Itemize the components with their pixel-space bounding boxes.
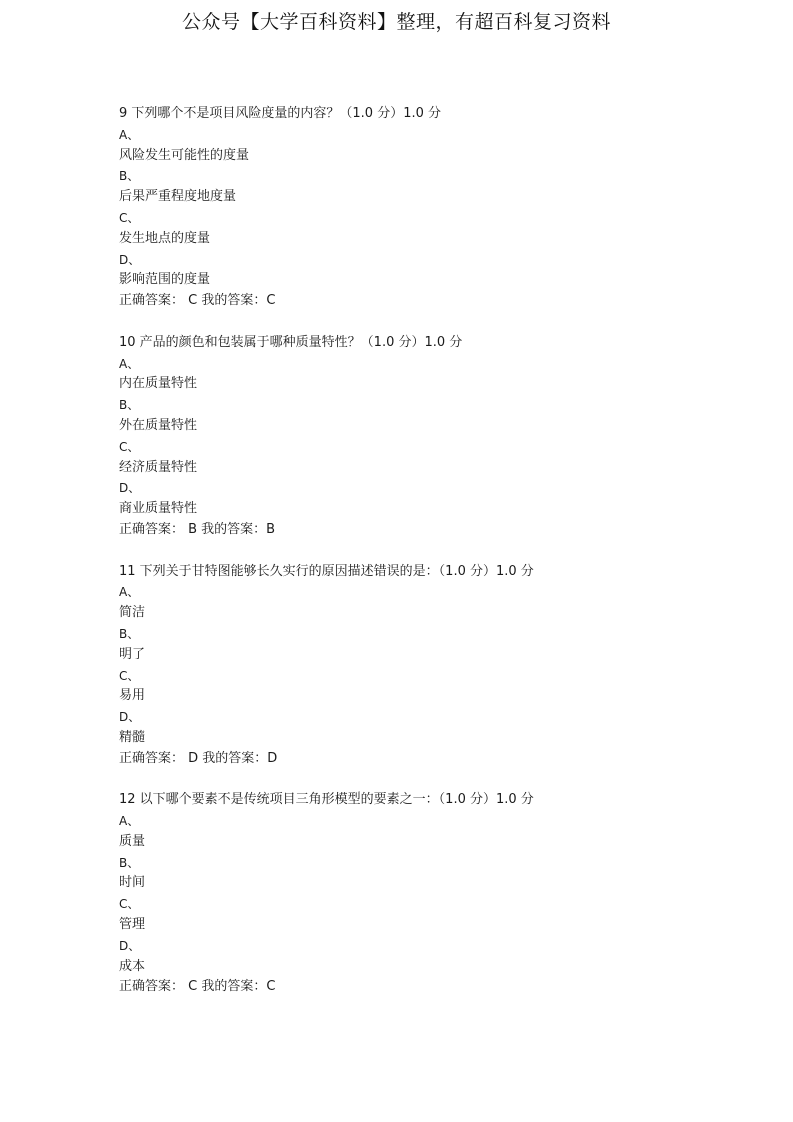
option-text-c: 发生地点的度量: [119, 230, 211, 246]
page-header-title: 公众号【大学百科资料】整理，有超百科复习资料: [181, 11, 611, 33]
answer-line: 正确答案： B 我的答案：B: [119, 521, 276, 537]
option-text-d: 影响范围的度量: [119, 272, 211, 288]
option-letter-d: D、: [119, 938, 141, 953]
question-title: 10 产品的颜色和包装属于哪种质量特性？（1.0 分）1.0 分: [119, 334, 463, 350]
option-letter-a: A、: [119, 814, 140, 829]
option-letter-b: B、: [119, 855, 140, 870]
option-text-b: 外在质量特性: [119, 417, 198, 433]
option-text-b: 明了: [119, 646, 146, 662]
option-letter-d: D、: [119, 481, 141, 496]
option-text-c: 易用: [119, 688, 146, 704]
option-text-a: 内在质量特性: [119, 376, 198, 392]
question-title: 9 下列哪个不是项目风险度量的内容？（1.0 分）1.0 分: [119, 106, 442, 121]
option-letter-d: D、: [119, 710, 141, 725]
option-letter-c: C、: [119, 897, 140, 912]
question-title: 11 下列关于甘特图能够长久实行的原因描述错误的是：（1.0 分）1.0 分: [119, 563, 534, 579]
question-12: [119, 790, 679, 998]
question-9: [119, 104, 679, 312]
question-list: [119, 104, 679, 1019]
option-text-a: 简洁: [119, 605, 146, 621]
question-10: [119, 333, 679, 541]
answer-line: 正确答案： C 我的答案：C: [119, 979, 276, 995]
option-text-d: 成本: [119, 958, 146, 974]
question-title: 12 以下哪个要素不是传统项目三角形模型的要素之一：（1.0 分）1.0 分: [119, 792, 534, 808]
option-letter-d: D、: [119, 252, 141, 267]
option-text-d: 精髓: [119, 729, 146, 745]
answer-line: 正确答案： C 我的答案：C: [119, 293, 276, 309]
option-letter-c: C、: [119, 668, 140, 683]
option-letter-a: A、: [119, 127, 140, 142]
option-text-b: 后果严重程度地度量: [119, 189, 237, 205]
option-letter-b: B、: [119, 169, 140, 184]
option-text-c: 管理: [119, 917, 146, 933]
option-text-c: 经济质量特性: [119, 459, 198, 475]
question-11: [119, 562, 679, 770]
option-letter-a: A、: [119, 356, 140, 371]
option-letter-c: C、: [119, 210, 140, 225]
option-text-d: 商业质量特性: [119, 501, 198, 517]
answer-line: 正确答案： D 我的答案：D: [119, 750, 278, 766]
option-letter-c: C、: [119, 439, 140, 454]
option-text-a: 风险发生可能性的度量: [119, 147, 250, 163]
option-text-a: 质量: [119, 833, 146, 849]
option-letter-b: B、: [119, 626, 140, 641]
option-letter-a: A、: [119, 585, 140, 600]
option-letter-b: B、: [119, 398, 140, 413]
option-text-b: 时间: [119, 875, 146, 891]
